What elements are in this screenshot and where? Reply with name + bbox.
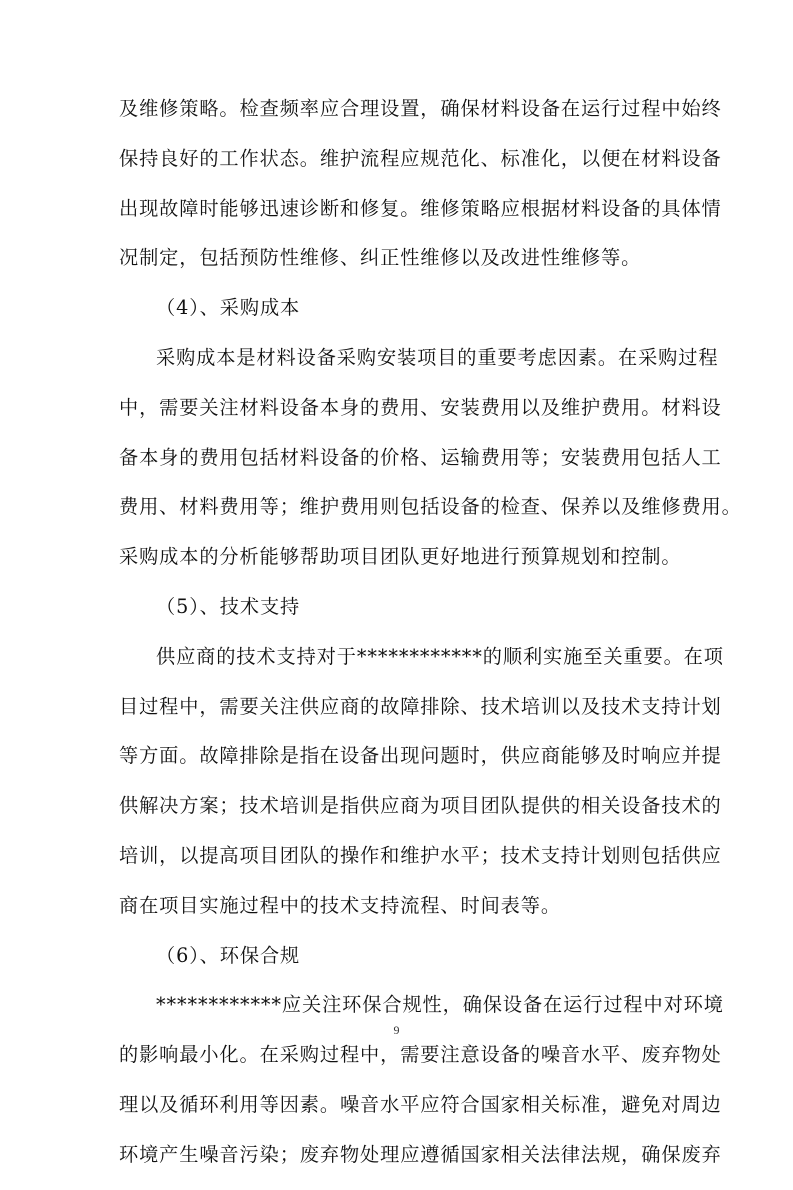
paragraph-line: 环境产生噪音污染；废弃物处理应遵循国家相关法律法规，确保废弃 — [119, 1142, 722, 1166]
paragraph-line: 的影响最小化。在采购过程中，需要注意设备的噪音水平、废弃物处 — [119, 1043, 722, 1067]
paragraph-line: 费用、材料费用等；维护费用则包括设备的检查、保养以及维修费用。 — [119, 495, 742, 519]
paragraph-line: 况制定，包括预防性维修、纠正性维修以及改进性维修等。 — [119, 246, 642, 270]
paragraph-line: 保持良好的工作状态。维护流程应规范化、标准化，以便在材料设备 — [119, 146, 722, 170]
paragraph-line: 等方面。故障排除是指在设备出现问题时，供应商能够及时响应并提 — [119, 744, 722, 768]
paragraph-line: 备本身的费用包括材料设备的价格、运输费用等；安装费用包括人工 — [119, 445, 722, 469]
paragraph-line: 理以及循环利用等因素。噪音水平应符合国家相关标准，避免对周边 — [119, 1092, 722, 1116]
page-number: 9 — [393, 1023, 400, 1037]
section-heading: （6）、环保合规 — [156, 943, 301, 967]
paragraph-line: ************应关注环保合规性，确保设备在运行过程中对环境 — [156, 993, 724, 1017]
paragraph-line: 及维修策略。检查频率应合理设置，确保材料设备在运行过程中始终 — [119, 97, 722, 120]
paragraph-line: 采购成本的分析能够帮助项目团队更好地进行预算规划和控制。 — [119, 545, 682, 569]
paragraph-line: 供解决方案；技术培训是指供应商为项目团队提供的相关设备技术的 — [119, 794, 722, 818]
paragraph-line: 目过程中，需要关注供应商的故障排除、技术培训以及技术支持计划 — [119, 694, 722, 718]
section-heading: （5）、技术支持 — [156, 594, 301, 618]
paragraph-line: 中，需要关注材料设备本身的费用、安装费用以及维护费用。材料设 — [119, 395, 722, 419]
paragraph-line: 出现故障时能够迅速诊断和修复。维修策略应根据材料设备的具体情 — [119, 196, 722, 220]
paragraph-line: 供应商的技术支持对于************的顺利实施至关重要。在项 — [156, 644, 724, 668]
paragraph-line: 采购成本是材料设备采购安装项目的重要考虑因素。在采购过程 — [156, 345, 719, 369]
section-heading: （4）、采购成本 — [156, 296, 301, 320]
paragraph-line: 培训，以提高项目团队的操作和维护水平；技术支持计划则包括供应 — [119, 843, 722, 867]
paragraph-line: 商在项目实施过程中的技术支持流程、时间表等。 — [119, 893, 561, 917]
